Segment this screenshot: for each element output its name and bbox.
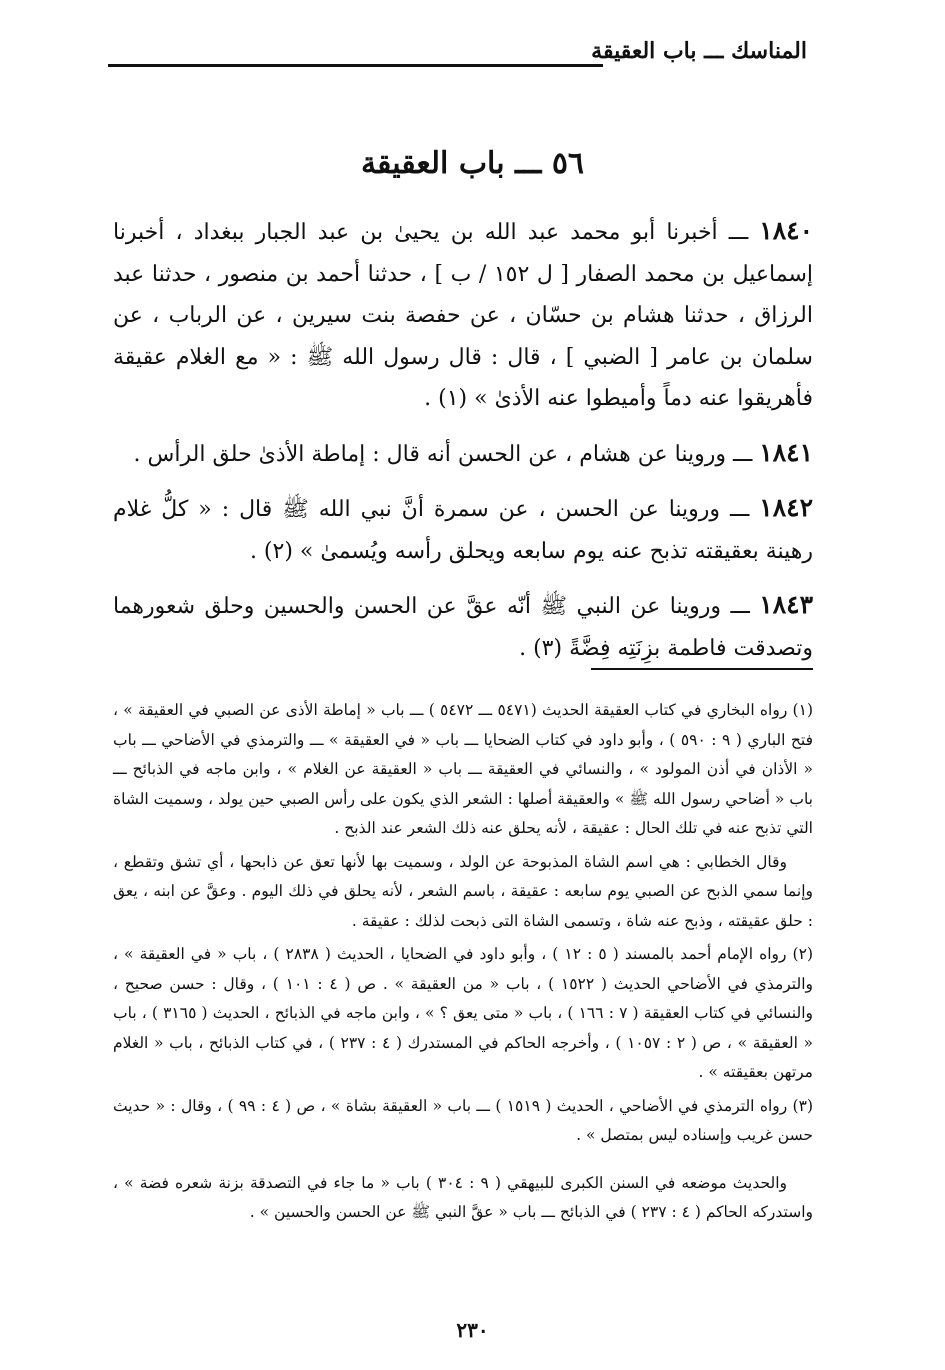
hadith-text: ـــ وروينا عن الحسن ، عن سمرة أنَّ نبي الله ﷺ قال : « كلُّ غلام رهينة بعقيقته تذبح عنه يوم سابعه ويحلق رأسه ويُسمىٰ » (٢) . xyxy=(113,497,813,564)
footnotes xyxy=(113,696,813,1232)
running-header: المناسك ـــ باب العقيقة xyxy=(591,38,807,64)
page-number: ٢٣٠ xyxy=(456,1318,489,1342)
hadith-text: ـــ وروينا عن النبي ﷺ أنّه عقَّ عن الحسن والحسين وحلق شعورهما وتصدقت فاطمة بزِنَتِه فِضَّةً (٣) . xyxy=(113,594,813,661)
hadith-text: ـــ أخبرنا أبو محمد عبد الله بن يحيىٰ بن عبد الجبار ببغداد ، أخبرنا إسماعيل بن محمد الصفار [ ل ١٥٢ / ب ] ، حدثنا أحمد بن منصور ، حدثنا عبد الرزاق ، حدثنا هشام بن حسّان ، عن حفصة بنت سيرين ، عن الرباب ، عن سلمان بن عامر [ الضبي ] ، قال : قال رسول الله ﷺ : « مع الغلام عقيقة فأهريقوا عنه دماً وأميطوا عنه الأذىٰ » (١) . xyxy=(113,220,813,411)
hadith-1841 xyxy=(113,432,813,476)
footnote-2: (٢) رواه الإمام أحمد بالمسند ( ٥ : ١٢ ) ، وأبو داود في الضحايا ، الحديث ( ٢٨٣٨ ) ، باب « في العقيقة » ، والترمذي في الأضاحي الحديث ( ١٥٢٢ ) ، باب « من العقيقة » . ص ( ٤ : ١٠١ ) ، وقال : حسن صحيح ، والنسائي في كتاب العقيقة ( ٧ : ١٦٦ ) ، باب « متى يعق ؟ » ، وابن ماجه في الذبائح ، الحديث ( ٣١٦٥ ) ، باب « العقيقة » ، ص ( ٢ : ١٠٥٧ ) ، وأخرجه الحاكم في المستدرك ( ٤ : ٢٣٧ ) ، في كتاب الذبائح ، باب « الغلام مرتهن بعقيقته » . xyxy=(113,945,814,1081)
hadith-1842 xyxy=(113,487,813,572)
hadith-text: ـــ وروينا عن هشام ، عن الحسن أنه قال : إماطة الأذىٰ حلق الرأس . xyxy=(133,441,760,467)
hadith-number: ١٨٤٢ xyxy=(759,493,813,522)
footnote-1: (١) رواه البخاري في كتاب العقيقة الحديث (٥٤٧١ ـــ ٥٤٧٢ ) ـــ باب « إماطة الأذى عن الصبي في العقيقة » ، فتح الباري ( ٩ : ٥٩٠ ) ، وأبو داود في كتاب الضحايا ـــ باب « في العقيقة » ـــ والترمذي في الأضاحي ـــ باب « الأذان في أذن المولود » ، والنسائي في العقيقة ـــ باب « العقيقة عن الغلام » ، وابن ماجه في الذبائح ـــ باب « أضاحي رسول الله ﷺ » والعقيقة أصلها : الشعر الذي يكون على رأس الصبي حين يولد ، وسميت الشاة التي تذبح عنه في تلك الحال : عقيقة ، لأنه يحلق عنه ذلك الشعر عند الذبح . xyxy=(113,701,814,837)
footnote-1-khattabi: وقال الخطابي : هي اسم الشاة المذبوحة عن الولد ، وسميت بها لأنها تعق عن ذابحها ، أي تشق وتقطع ، وإنما سمي الذبح عن الصبي يوم سابعه : عقيقة ، باسم الشعر ، لأنه يحلق في ذلك اليوم . وعقَّ عن ابنه ، يعق : حلق عقيقته ، وذبح عنه شاة ، وتسمى الشاة التى ذبحت لذلك : عقيقة . xyxy=(113,852,813,930)
hadith-number: ١٨٤٠ xyxy=(759,216,813,245)
hadith-1843 xyxy=(113,584,813,669)
footnote-3-addendum: والحديث موضعه في السنن الكبرى للبيهقي ( ٩ : ٣٠٤ ) باب « ما جاء في التصدقة بزنة شعره فضة » ، واستدركه الحاكم ( ٤ : ٢٣٧ ) في الذبائح ـــ باب « عقَّ النبي ﷺ عن الحسن والحسين » . xyxy=(113,1173,813,1221)
chapter-title: ٥٦ ـــ باب العقيقة xyxy=(360,146,585,181)
footnote-separator xyxy=(591,668,813,670)
hadith-number: ١٨٤١ xyxy=(759,437,813,467)
hadith-1840 xyxy=(113,210,813,420)
hadith-number: ١٨٤٣ xyxy=(759,590,813,619)
footnote-3: (٣) رواه الترمذي في الأضاحي ، الحديث ( ١٥١٩ ) ـــ باب « العقيقة بشاة » ، ص ( ٤ : ٩٩ ) ، وقال : « حديث حسن غريب وإسناده ليس بمتصل » . xyxy=(113,1096,813,1144)
main-text xyxy=(113,210,813,681)
header-rule xyxy=(108,64,603,67)
